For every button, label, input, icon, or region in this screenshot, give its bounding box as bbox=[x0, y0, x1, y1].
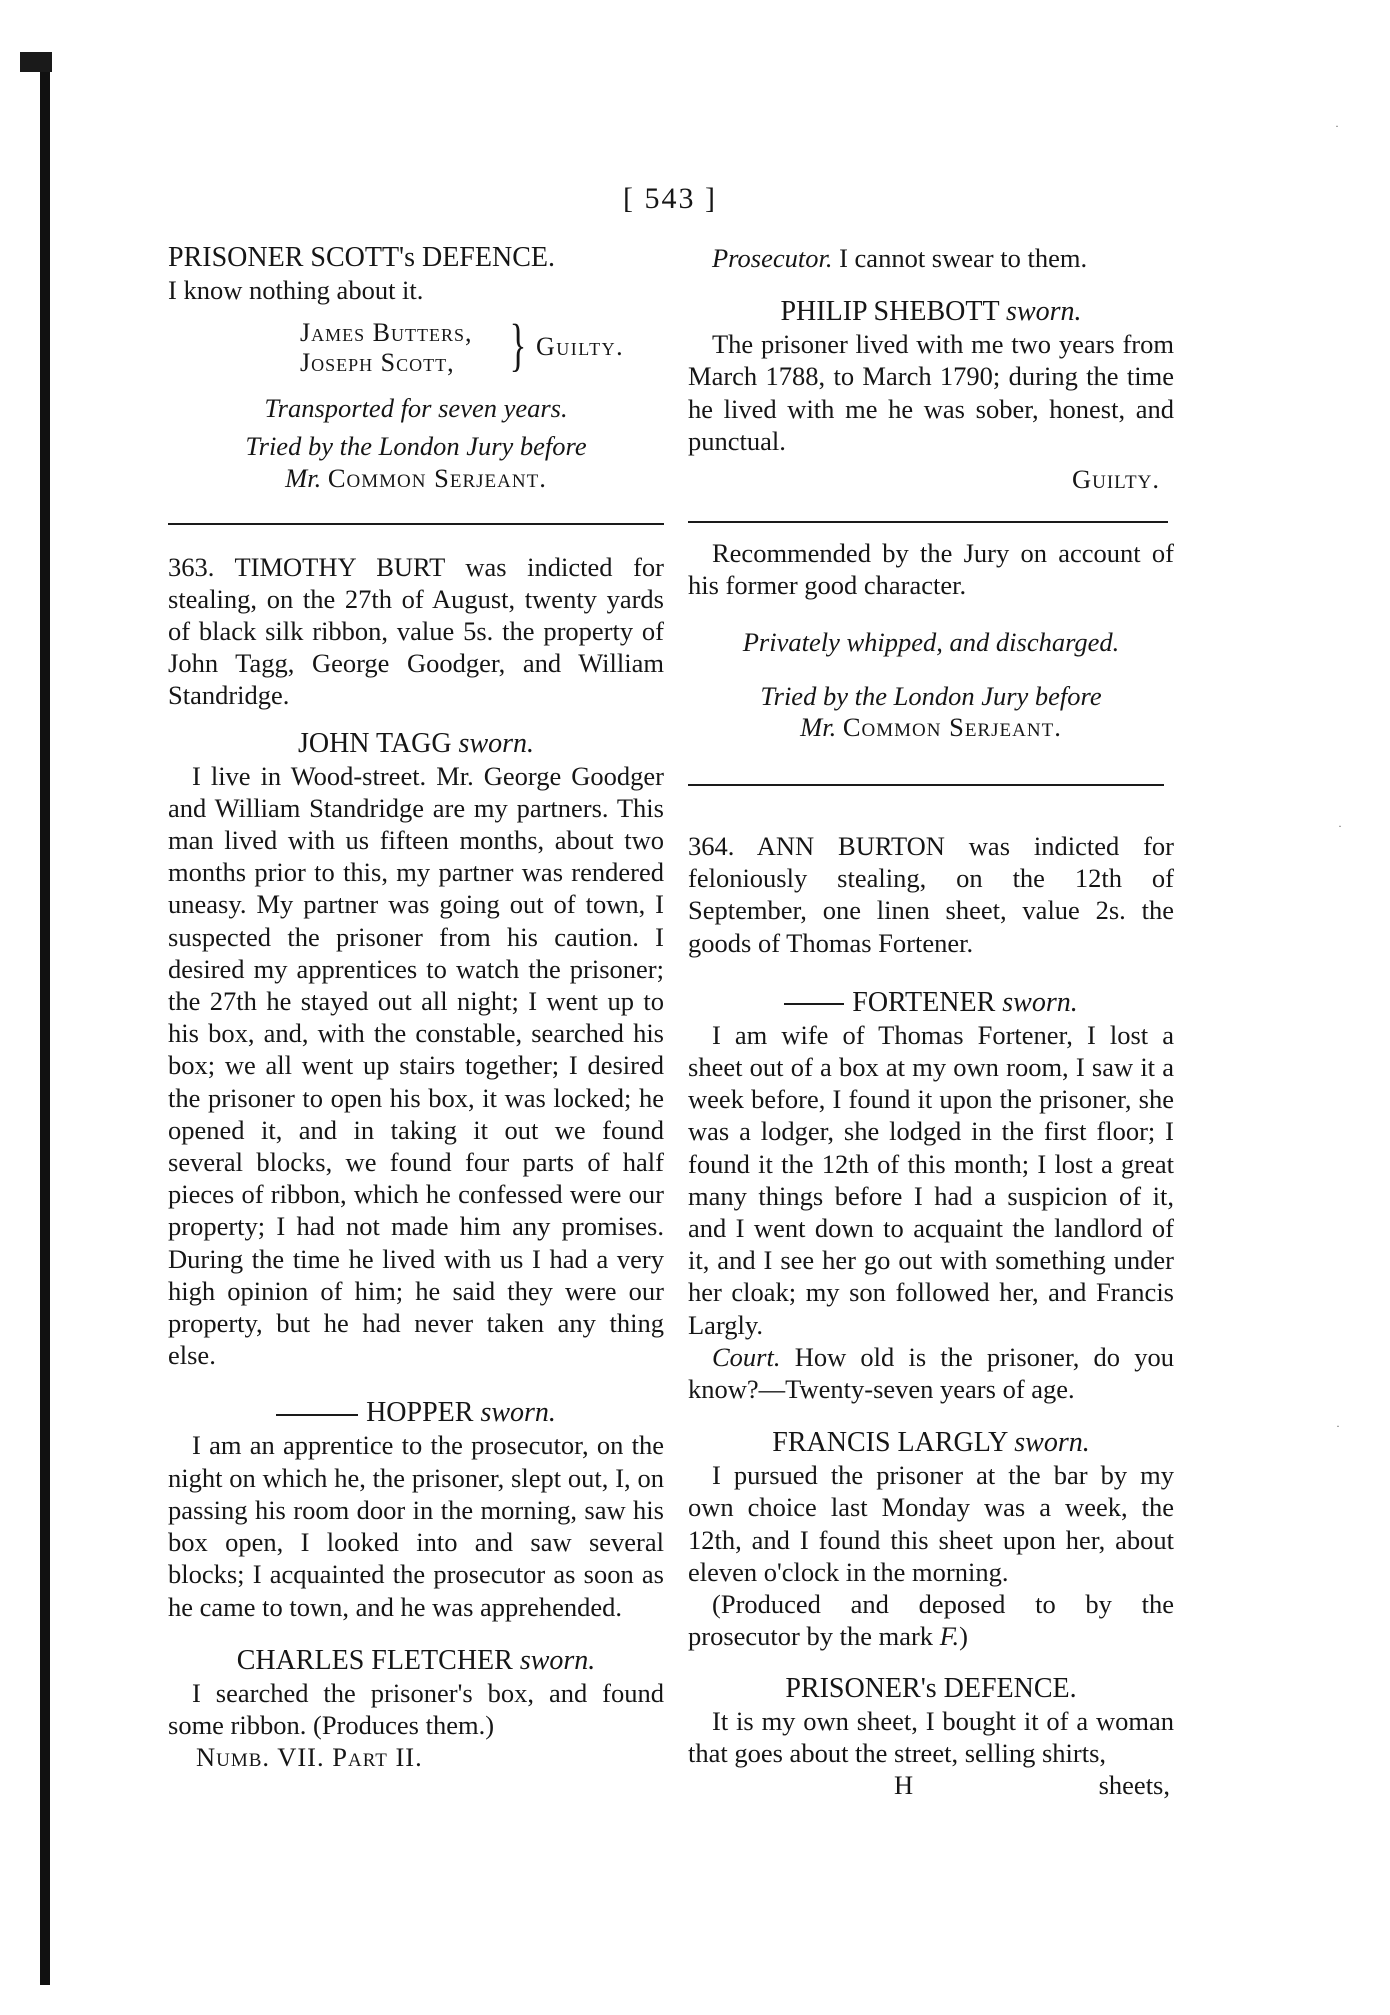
sentence-part: and bbox=[949, 626, 990, 657]
verdict-text: Guilty. bbox=[536, 332, 625, 362]
produced-text: (Produced and deposed to by the prosecutor by the mark bbox=[688, 1589, 1174, 1652]
defence-heading: PRISONER's DEFENCE. bbox=[785, 1672, 1077, 1704]
witness-heading bbox=[688, 987, 1174, 1019]
margin-speck: · bbox=[1338, 819, 1342, 833]
witness-name: PHILIP SHEBOTT bbox=[780, 296, 1000, 328]
title-prefix: Mr. bbox=[800, 712, 837, 743]
defence-text: It is my own sheet, I bought it of a woman that goes about the street, selling shirts, bbox=[688, 1705, 1174, 1768]
speaker-label: Court. bbox=[712, 1341, 781, 1372]
produced-close: ) bbox=[959, 1621, 968, 1652]
speaker-text: I cannot swear to them. bbox=[839, 243, 1088, 273]
tried-line: Tried by the London Jury before bbox=[760, 680, 1102, 711]
prisoner-name: Joseph Scott, bbox=[300, 348, 455, 378]
prosecutor-line bbox=[688, 242, 1174, 274]
witness-name: FORTENER bbox=[852, 986, 996, 1018]
testimony-text: I am an apprentice to the prosecutor, on the night on which he, the prisoner, slept out, I, on passing his room door in the morning, saw his box open, I looked into and saw several blocks; I acquainted the prosecutor as soon as he came to town, and he was apprehended. bbox=[168, 1430, 664, 1622]
section-divider bbox=[168, 523, 664, 525]
title-prefix: Mr. bbox=[285, 462, 322, 493]
witness-name: FRANCIS LARGLY bbox=[772, 1427, 1008, 1459]
testimony-text: The prisoner lived with me two years from March 1788, to March 1790; during the time he lived with me he was sober, honest, and punctual. bbox=[688, 329, 1174, 456]
verdict-block bbox=[168, 312, 664, 388]
dash-mark bbox=[784, 1003, 844, 1005]
sworn-label: sworn. bbox=[458, 727, 535, 759]
defence-text: I know nothing about it. bbox=[168, 275, 424, 305]
sworn-label: sworn. bbox=[1014, 1427, 1090, 1459]
produced-note bbox=[688, 1588, 1174, 1652]
margin-speck: · bbox=[1335, 119, 1339, 133]
margin-speck: · bbox=[1336, 1419, 1340, 1433]
testimony-text: I pursued the prisoner at the bar by my own choice last Monday was a week, the 12th, and I found this sheet upon her, about eleven o'clock in the morning. bbox=[688, 1460, 1174, 1587]
left-column bbox=[168, 238, 664, 1773]
page-binding-edge bbox=[40, 60, 50, 1985]
recommendation-text: Recommended by the Jury on account of his former good character. bbox=[688, 538, 1174, 601]
witness-name: CHARLES FLETCHER bbox=[236, 1644, 513, 1676]
signature-mark: H bbox=[894, 1769, 914, 1800]
prisoner-names bbox=[300, 318, 472, 378]
tried-line-2 bbox=[688, 712, 1174, 742]
prisoner-name: James Butters, bbox=[300, 318, 473, 348]
witness-heading bbox=[168, 1397, 664, 1429]
sentence-part: discharged. bbox=[995, 626, 1120, 657]
witness-name: JOHN TAGG bbox=[297, 727, 452, 759]
sentence-part: Privately whipped, bbox=[742, 626, 943, 657]
page-number: [ 543 ] bbox=[623, 182, 717, 215]
testimony-text: I live in Wood-street. Mr. George Goodger and William Standridge are my partners. This man lived with us fifteen months, about two months prior to this, my partner was rendered uneasy. My partner was going out of town, I suspected the prisoner from his caution. I desired my apprentices to watch the prisoner; the 27th he stayed out all night; I went up to his box, and, with the constable, searched his box; we all went up stairs together; I desired the prisoner to open his box, it was locked; he opened it, and in taking it out we found several blocks, we found four parts of half pieces of ribbon, which he confessed were our property; I had not made him any promises. During the time he lived with us I had a very high opinion of him; he said they were our property, but he had never taken any thing else. bbox=[168, 760, 664, 1371]
verdict-text: Guilty. bbox=[1072, 464, 1160, 495]
right-column bbox=[688, 238, 1174, 1801]
sworn-label: sworn. bbox=[480, 1397, 556, 1429]
catchword-line bbox=[688, 1769, 1174, 1801]
witness-heading bbox=[168, 1645, 664, 1677]
signature-mark: Numb. VII. Part II. bbox=[196, 1742, 423, 1773]
produced-mark: F. bbox=[939, 1621, 960, 1652]
case-364-indictment: 364. ANN BURTON was indicted for feloniously stealing, on the 12th of September, one linen sheet, value 2s. the goods of Thomas Fortener. bbox=[688, 831, 1174, 958]
brace-mark: } bbox=[509, 312, 527, 378]
witness-heading bbox=[168, 728, 664, 760]
tried-line: Tried by the London Jury before bbox=[245, 431, 587, 462]
witness-heading bbox=[688, 1427, 1174, 1459]
testimony-text: I searched the prisoner's box, and found some ribbon. (Produces them.) bbox=[168, 1677, 664, 1740]
sworn-label: sworn. bbox=[1006, 296, 1082, 328]
witness-heading bbox=[688, 296, 1174, 328]
speaker-text: How old is the prisoner, do you know?—Twenty-seven years of age. bbox=[688, 1341, 1174, 1405]
case-363-indictment: 363. TIMOTHY BURT was indicted for stealing, on the 27th of August, twenty yards of black silk ribbon, value 5s. the property of John Tagg, George Goodger, and William Standridge. bbox=[168, 551, 664, 711]
dash-mark bbox=[276, 1414, 358, 1416]
catchword: sheets, bbox=[1098, 1769, 1170, 1800]
speaker-label: Prosecutor. bbox=[712, 243, 833, 273]
sentence-line bbox=[688, 626, 1174, 658]
section-divider bbox=[688, 521, 1168, 523]
judge-title: Common Serjeant. bbox=[842, 712, 1062, 743]
tried-line-2 bbox=[168, 463, 664, 493]
testimony-text: I am wife of Thomas Fortener, I lost a sheet out of a box at my own room, I saw it a week before, I found it upon the prisoner, she was a lodger, she lodged in the first floor; I found it the 12th of this month; I lost a great many things before I had a suspicion of it, and I went down to acquaint the landlord of it, and I see her go out with something under her cloak; my son followed her, and Francis Largly. bbox=[688, 1019, 1174, 1340]
court-line bbox=[688, 1341, 1174, 1405]
section-divider bbox=[688, 784, 1164, 786]
sentence-text: Transported for seven years. bbox=[264, 393, 568, 424]
binding-mark bbox=[20, 52, 52, 72]
sworn-label: sworn. bbox=[1002, 986, 1078, 1018]
defence-heading: PRISONER SCOTT's DEFENCE. bbox=[168, 242, 555, 273]
judge-title: Common Serjeant. bbox=[327, 462, 547, 493]
witness-name: HOPPER bbox=[366, 1397, 474, 1429]
sworn-label: sworn. bbox=[519, 1644, 596, 1676]
